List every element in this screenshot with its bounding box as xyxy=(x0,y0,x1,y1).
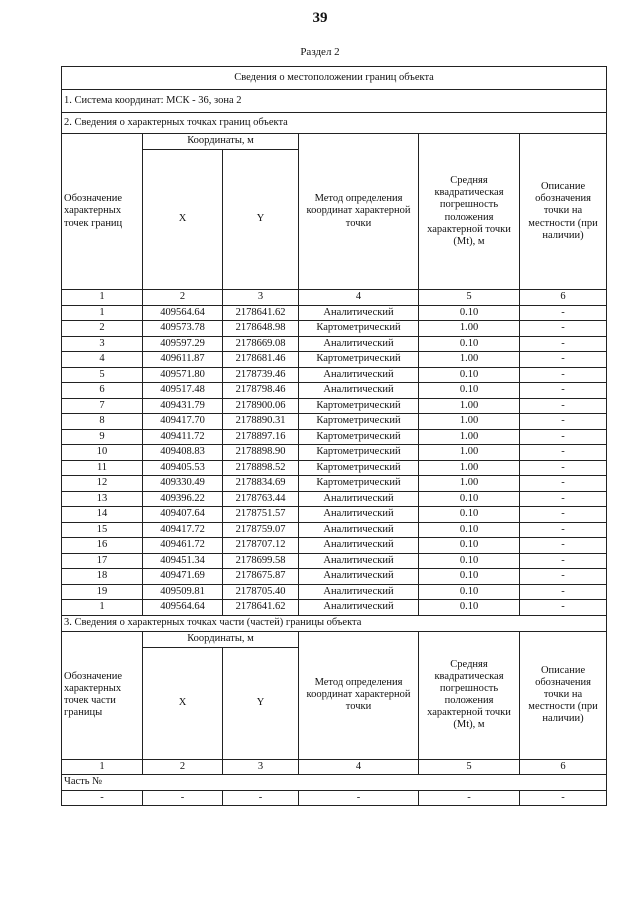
column-number: 5 xyxy=(419,759,520,775)
table-row xyxy=(62,383,607,399)
error: 0.10 xyxy=(419,584,520,600)
error: 0.10 xyxy=(419,522,520,538)
coord-y: 2178641.62 xyxy=(223,600,299,616)
coord-x: 409461.72 xyxy=(143,538,223,554)
method: Аналитический xyxy=(299,553,419,569)
part-label: Часть № xyxy=(62,775,607,791)
coord-x: 409408.83 xyxy=(143,445,223,461)
header-method: Метод определения координат характерной точки xyxy=(299,134,419,290)
coord-y: 2178648.98 xyxy=(223,321,299,337)
header-x-2: X xyxy=(143,647,223,759)
method: Аналитический xyxy=(299,336,419,352)
description: - xyxy=(520,383,607,399)
method: Картометрический xyxy=(299,476,419,492)
coord-x: 409509.81 xyxy=(143,584,223,600)
description: - xyxy=(520,398,607,414)
coord-y: 2178669.08 xyxy=(223,336,299,352)
part-cell: - xyxy=(520,790,607,806)
column-number: 2 xyxy=(143,290,223,306)
description: - xyxy=(520,445,607,461)
description: - xyxy=(520,321,607,337)
error: 0.10 xyxy=(419,600,520,616)
coord-y: 2178675.87 xyxy=(223,569,299,585)
point-number: 6 xyxy=(62,383,143,399)
method: Аналитический xyxy=(299,522,419,538)
table-row xyxy=(62,491,607,507)
point-number: 9 xyxy=(62,429,143,445)
header-error-2: Средняя квадратическая погрешность положения характерной точки (Mt), м xyxy=(419,631,520,759)
description: - xyxy=(520,460,607,476)
description: - xyxy=(520,538,607,554)
description: - xyxy=(520,336,607,352)
coord-y: 2178759.07 xyxy=(223,522,299,538)
table-row xyxy=(62,476,607,492)
table-row xyxy=(62,336,607,352)
table-row xyxy=(62,429,607,445)
part-cell: - xyxy=(143,790,223,806)
coord-x: 409405.53 xyxy=(143,460,223,476)
error: 1.00 xyxy=(419,460,520,476)
error: 0.10 xyxy=(419,367,520,383)
coord-x: 409396.22 xyxy=(143,491,223,507)
error: 1.00 xyxy=(419,445,520,461)
header-description: Описание обозначения точки на местности (при наличии) xyxy=(520,134,607,290)
part-row xyxy=(62,790,607,806)
table-row xyxy=(62,460,607,476)
table-row xyxy=(62,584,607,600)
method: Аналитический xyxy=(299,367,419,383)
section3-title: 3. Сведения о характерных точках части (частей) границы объекта xyxy=(62,615,607,631)
coord-y: 2178641.62 xyxy=(223,305,299,321)
point-number: 4 xyxy=(62,352,143,368)
section2-title: 2. Сведения о характерных точках границ объекта xyxy=(62,113,607,134)
point-number: 14 xyxy=(62,507,143,523)
description: - xyxy=(520,414,607,430)
header-error: Средняя квадратическая погрешность положения характерной точки (Mt), м xyxy=(419,134,520,290)
method: Картометрический xyxy=(299,429,419,445)
method: Аналитический xyxy=(299,305,419,321)
table-row xyxy=(62,553,607,569)
point-number: 19 xyxy=(62,584,143,600)
point-number: 13 xyxy=(62,491,143,507)
header-coordinates-2: Координаты, м xyxy=(143,631,299,647)
method: Картометрический xyxy=(299,321,419,337)
column-number: 1 xyxy=(62,759,143,775)
coord-y: 2178897.16 xyxy=(223,429,299,445)
point-number: 1 xyxy=(62,305,143,321)
point-number: 5 xyxy=(62,367,143,383)
table-row xyxy=(62,522,607,538)
coord-y: 2178707.12 xyxy=(223,538,299,554)
description: - xyxy=(520,600,607,616)
column-numbers-row xyxy=(62,759,607,775)
coord-y: 2178681.46 xyxy=(223,352,299,368)
column-number: 4 xyxy=(299,290,419,306)
coord-y: 2178763.44 xyxy=(223,491,299,507)
method: Картометрический xyxy=(299,460,419,476)
description: - xyxy=(520,507,607,523)
header-x: X xyxy=(143,150,223,290)
column-number: 1 xyxy=(62,290,143,306)
description: - xyxy=(520,491,607,507)
coord-y: 2178739.46 xyxy=(223,367,299,383)
point-number: 16 xyxy=(62,538,143,554)
page-number: 39 xyxy=(312,10,328,26)
description: - xyxy=(520,352,607,368)
point-number: 7 xyxy=(62,398,143,414)
coord-y: 2178890.31 xyxy=(223,414,299,430)
description: - xyxy=(520,553,607,569)
method: Аналитический xyxy=(299,538,419,554)
column-number: 6 xyxy=(520,759,607,775)
point-number: 3 xyxy=(62,336,143,352)
point-number: 1 xyxy=(62,600,143,616)
coord-x: 409564.64 xyxy=(143,305,223,321)
header-y-2: Y xyxy=(223,647,299,759)
header-coordinates: Координаты, м xyxy=(143,134,299,150)
coord-x: 409517.48 xyxy=(143,383,223,399)
point-number: 2 xyxy=(62,321,143,337)
coord-x: 409407.64 xyxy=(143,507,223,523)
error: 1.00 xyxy=(419,321,520,337)
description: - xyxy=(520,305,607,321)
point-number: 18 xyxy=(62,569,143,585)
coord-x: 409417.72 xyxy=(143,522,223,538)
column-number: 2 xyxy=(143,759,223,775)
point-number: 8 xyxy=(62,414,143,430)
error: 1.00 xyxy=(419,476,520,492)
coord-y: 2178705.40 xyxy=(223,584,299,600)
point-number: 11 xyxy=(62,460,143,476)
section-title: Раздел 2 xyxy=(300,46,340,58)
part-cell: - xyxy=(419,790,520,806)
error: 0.10 xyxy=(419,538,520,554)
error: 0.10 xyxy=(419,336,520,352)
error: 0.10 xyxy=(419,305,520,321)
table-row xyxy=(62,398,607,414)
coord-x: 409597.29 xyxy=(143,336,223,352)
boundary-table xyxy=(61,66,607,806)
coord-x: 409564.64 xyxy=(143,600,223,616)
table-row xyxy=(62,305,607,321)
coord-x: 409431.79 xyxy=(143,398,223,414)
error: 0.10 xyxy=(419,553,520,569)
table-row xyxy=(62,507,607,523)
header-method-2: Метод определения координат характерной точки xyxy=(299,631,419,759)
description: - xyxy=(520,522,607,538)
method: Картометрический xyxy=(299,398,419,414)
coord-x: 409330.49 xyxy=(143,476,223,492)
header-y: Y xyxy=(223,150,299,290)
point-number: 12 xyxy=(62,476,143,492)
error: 1.00 xyxy=(419,414,520,430)
method: Картометрический xyxy=(299,352,419,368)
point-number: 17 xyxy=(62,553,143,569)
method: Аналитический xyxy=(299,383,419,399)
error: 0.10 xyxy=(419,569,520,585)
coord-x: 409417.70 xyxy=(143,414,223,430)
table-row xyxy=(62,445,607,461)
table-row xyxy=(62,321,607,337)
error: 0.10 xyxy=(419,491,520,507)
description: - xyxy=(520,429,607,445)
description: - xyxy=(520,367,607,383)
header-description-2: Описание обозначения точки на местности (при наличии) xyxy=(520,631,607,759)
table-row xyxy=(62,600,607,616)
point-number: 15 xyxy=(62,522,143,538)
coord-system: 1. Система координат: МСК - 36, зона 2 xyxy=(62,90,607,113)
coord-y: 2178898.52 xyxy=(223,460,299,476)
table-row xyxy=(62,352,607,368)
coord-x: 409471.69 xyxy=(143,569,223,585)
coord-y: 2178699.58 xyxy=(223,553,299,569)
method: Аналитический xyxy=(299,569,419,585)
method: Аналитический xyxy=(299,584,419,600)
method: Аналитический xyxy=(299,491,419,507)
description: - xyxy=(520,476,607,492)
coord-y: 2178834.69 xyxy=(223,476,299,492)
part-cell: - xyxy=(223,790,299,806)
error: 1.00 xyxy=(419,429,520,445)
error: 0.10 xyxy=(419,383,520,399)
coord-y: 2178798.46 xyxy=(223,383,299,399)
coord-x: 409451.34 xyxy=(143,553,223,569)
description: - xyxy=(520,584,607,600)
table-row xyxy=(62,538,607,554)
method: Аналитический xyxy=(299,600,419,616)
error: 1.00 xyxy=(419,352,520,368)
part-cell: - xyxy=(62,790,143,806)
part-cell: - xyxy=(299,790,419,806)
coord-x: 409573.78 xyxy=(143,321,223,337)
method: Картометрический xyxy=(299,445,419,461)
coord-x: 409411.72 xyxy=(143,429,223,445)
method: Аналитический xyxy=(299,507,419,523)
column-numbers-row xyxy=(62,290,607,306)
column-number: 5 xyxy=(419,290,520,306)
coord-x: 409611.87 xyxy=(143,352,223,368)
column-number: 3 xyxy=(223,290,299,306)
table-row xyxy=(62,414,607,430)
header-part-point-designation: Обозначение характерных точек части границы xyxy=(62,631,143,759)
method: Картометрический xyxy=(299,414,419,430)
error: 1.00 xyxy=(419,398,520,414)
column-number: 6 xyxy=(520,290,607,306)
coord-y: 2178900.06 xyxy=(223,398,299,414)
point-number: 10 xyxy=(62,445,143,461)
column-number: 3 xyxy=(223,759,299,775)
coord-x: 409571.80 xyxy=(143,367,223,383)
table-row xyxy=(62,367,607,383)
description: - xyxy=(520,569,607,585)
coord-y: 2178898.90 xyxy=(223,445,299,461)
coord-y: 2178751.57 xyxy=(223,507,299,523)
table-title: Сведения о местоположении границ объекта xyxy=(62,67,607,90)
column-number: 4 xyxy=(299,759,419,775)
table-row xyxy=(62,569,607,585)
header-point-designation: Обозначение характерных точек границ xyxy=(62,134,143,290)
error: 0.10 xyxy=(419,507,520,523)
